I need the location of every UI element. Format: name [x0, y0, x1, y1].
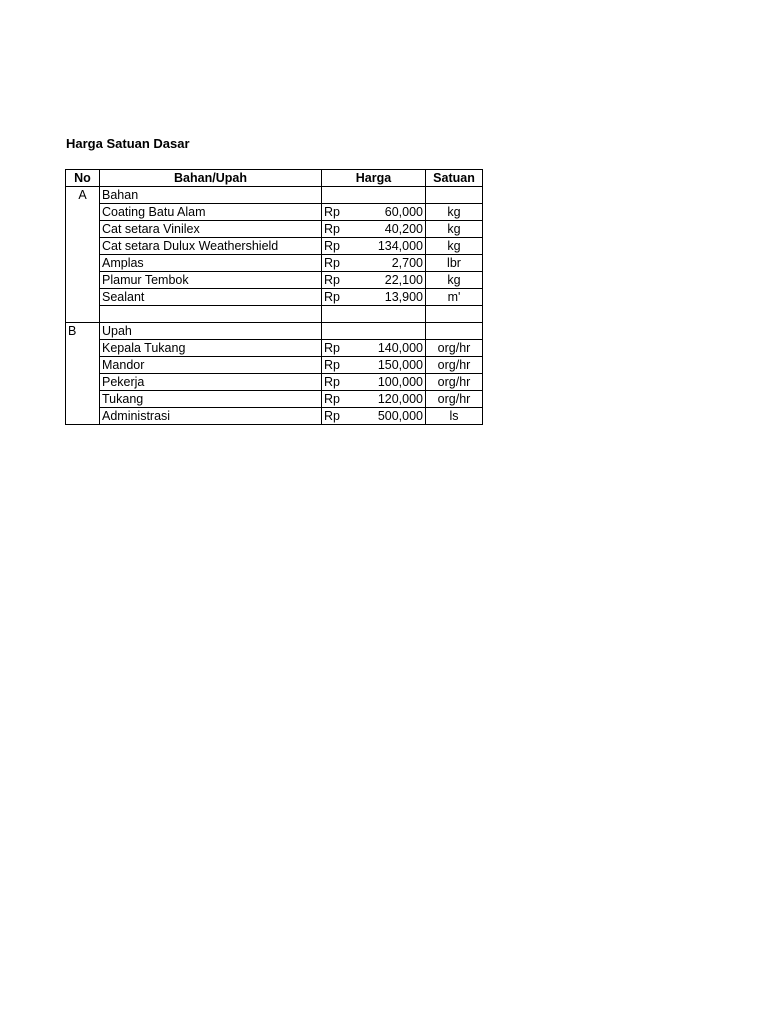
table-row [66, 238, 483, 255]
item-name: Pekerja [100, 374, 322, 391]
currency: Rp [322, 272, 350, 289]
item-name: Tukang [100, 391, 322, 408]
currency: Rp [322, 408, 350, 425]
price-value: 140,000 [350, 340, 426, 357]
table-row [66, 204, 483, 221]
unit: ls [426, 408, 483, 425]
unit: org/hr [426, 374, 483, 391]
unit: kg [426, 238, 483, 255]
unit: org/hr [426, 340, 483, 357]
table-row [66, 408, 483, 425]
unit: kg [426, 272, 483, 289]
price-value: 500,000 [350, 408, 426, 425]
unit: m' [426, 289, 483, 306]
section-no: A [66, 187, 100, 204]
table-row [66, 340, 483, 357]
price-table [65, 169, 483, 425]
unit: kg [426, 204, 483, 221]
table-row [66, 289, 483, 306]
item-name: Kepala Tukang [100, 340, 322, 357]
section-label: Upah [100, 323, 322, 340]
price-value: 40,200 [350, 221, 426, 238]
price-value: 134,000 [350, 238, 426, 255]
spacer-row [66, 306, 483, 323]
unit: kg [426, 221, 483, 238]
table-header-row [66, 170, 483, 187]
table-row [66, 357, 483, 374]
unit: org/hr [426, 391, 483, 408]
price-value: 13,900 [350, 289, 426, 306]
currency: Rp [322, 289, 350, 306]
section-label: Bahan [100, 187, 322, 204]
table-row [66, 255, 483, 272]
table-row [66, 374, 483, 391]
currency: Rp [322, 255, 350, 272]
currency: Rp [322, 357, 350, 374]
price-value: 2,700 [350, 255, 426, 272]
table-row [66, 391, 483, 408]
document-title: Harga Satuan Dasar [66, 136, 190, 151]
header-unit: Satuan [426, 170, 483, 187]
header-no: No [66, 170, 100, 187]
header-price: Harga [322, 170, 426, 187]
currency: Rp [322, 391, 350, 408]
section-row [66, 187, 483, 204]
item-name: Amplas [100, 255, 322, 272]
price-value: 100,000 [350, 374, 426, 391]
item-name: Cat setara Vinilex [100, 221, 322, 238]
section-row [66, 323, 483, 340]
currency: Rp [322, 204, 350, 221]
price-value: 60,000 [350, 204, 426, 221]
currency: Rp [322, 221, 350, 238]
currency: Rp [322, 374, 350, 391]
item-name: Sealant [100, 289, 322, 306]
unit: org/hr [426, 357, 483, 374]
item-name: Mandor [100, 357, 322, 374]
item-name: Plamur Tembok [100, 272, 322, 289]
currency: Rp [322, 340, 350, 357]
table-row [66, 221, 483, 238]
price-value: 150,000 [350, 357, 426, 374]
item-name: Cat setara Dulux Weathershield [100, 238, 322, 255]
price-value: 22,100 [350, 272, 426, 289]
currency: Rp [322, 238, 350, 255]
item-name: Coating Batu Alam [100, 204, 322, 221]
header-item: Bahan/Upah [100, 170, 322, 187]
table-row [66, 272, 483, 289]
item-name: Administrasi [100, 408, 322, 425]
price-value: 120,000 [350, 391, 426, 408]
section-no: B [66, 323, 100, 340]
unit: lbr [426, 255, 483, 272]
